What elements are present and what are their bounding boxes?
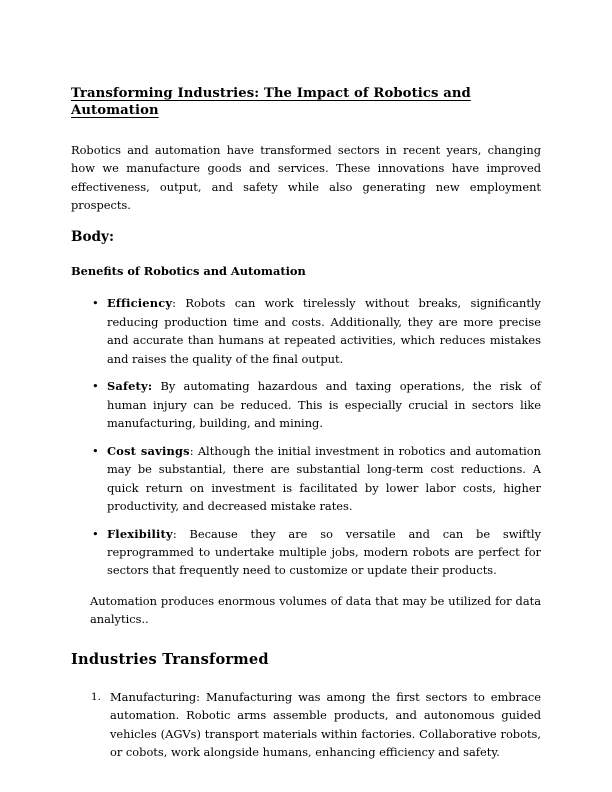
list-item <box>71 294 541 368</box>
list-item-lead: Cost savings <box>107 443 190 458</box>
list-item-text: : Because they are so versatile and can be swiftly reprogrammed to undertake multiple jobs, modern robots are perfect for sectors that frequently need to customize or update their products. <box>107 526 541 578</box>
industries-list <box>71 688 541 762</box>
benefits-heading: Benefits of Robotics and Automation <box>71 263 306 278</box>
body-heading: Body: <box>71 228 114 245</box>
list-number-marker: 1. <box>91 690 101 703</box>
list-item <box>71 377 541 432</box>
page-title: Transforming Industries: The Impact of Robotics and Automation <box>71 86 471 118</box>
intro-paragraph: Robotics and automation have transformed sectors in recent years, changing how we manufacture goods and services. These innovations have improved effectiveness, output, and safety while also generating new employment prospects. <box>71 143 541 213</box>
automation-note-paragraph: Automation produces enormous volumes of data that may be utilized for data analytics.. <box>90 593 541 627</box>
bullet-icon: • <box>92 526 99 541</box>
bullet-icon: • <box>92 443 99 458</box>
list-item <box>71 525 541 580</box>
list-item <box>71 688 541 762</box>
benefits-list <box>71 294 541 580</box>
list-item-text: By automating hazardous and taxing operations, the risk of human injury can be reduced. This is especially crucial in sectors like manufacturing, building, and mining. <box>107 379 541 431</box>
bullet-icon: • <box>92 379 99 394</box>
bullet-icon: • <box>92 296 99 311</box>
list-item-lead: Safety: <box>107 379 153 394</box>
list-item-lead: Efficiency <box>107 296 173 311</box>
list-item <box>71 442 541 516</box>
list-item-text: Manufacturing: Manufacturing was among the first sectors to embrace automation. Robotic arms assemble products, and autonomous guided vehicles (AGVs) transport materials within factories. Collaborative robots, or cobots, work alongside humans, enhancing efficiency and safety. <box>110 689 541 760</box>
list-item-text: : Robots can work tirelessly without breaks, significantly reducing production time and costs. Additionally, they are more precise and accurate than humans at repeated activities, which reduces mistakes and raises the quality of the final output. <box>107 296 541 366</box>
list-item-text: : Although the initial investment in robotics and automation may be substantial, there are substantial long-term cost reductions. A quick return on investment is facilitated by lower labor costs, higher productivity, and decreased mistake rates. <box>107 443 541 514</box>
list-item-lead: Flexibility <box>107 526 173 541</box>
industries-heading: Industries Transformed <box>71 650 269 668</box>
document-body <box>71 86 541 762</box>
